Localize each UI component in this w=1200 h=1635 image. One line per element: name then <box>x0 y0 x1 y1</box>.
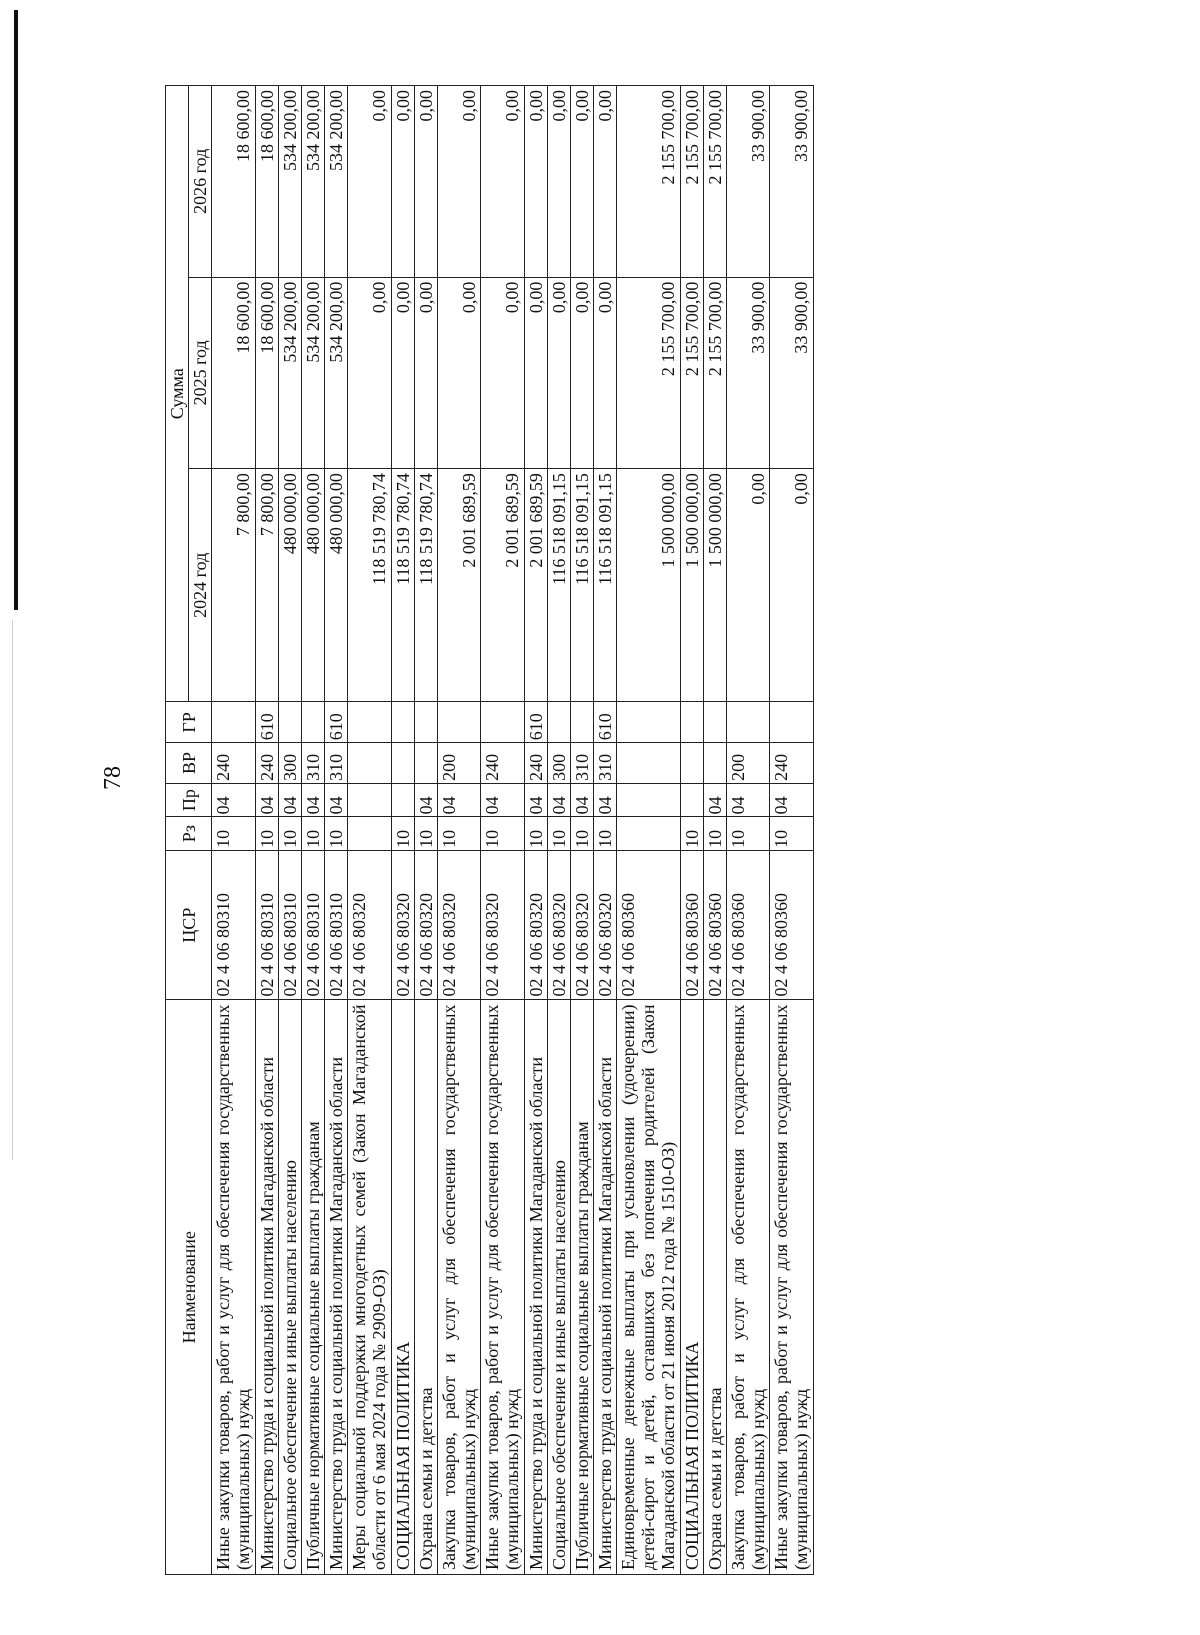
cell-y2025: 0,00 <box>414 277 437 469</box>
cell-y2024: 118 519 780,74 <box>348 469 391 702</box>
cell-y2025: 2 155 700,00 <box>703 277 726 469</box>
cell-csr: 02 4 06 80360 <box>680 850 703 1000</box>
cell-pr: 04 <box>481 783 524 817</box>
cell-gr <box>570 702 593 743</box>
cell-y2024: 0,00 <box>770 469 813 702</box>
cell-y2026: 0,00 <box>593 86 616 278</box>
cell-y2025: 0,00 <box>481 277 524 469</box>
cell-pr: 04 <box>703 783 726 817</box>
cell-pr: 04 <box>437 783 480 817</box>
cell-name: Министерство труда и социальной политики Магаданской области <box>593 1000 616 1575</box>
cell-csr: 02 4 06 80320 <box>414 850 437 1000</box>
cell-rz: 10 <box>547 817 570 851</box>
cell-y2025: 2 155 700,00 <box>617 277 680 469</box>
cell-gr: 610 <box>593 702 616 743</box>
cell-y2024: 116 518 091,15 <box>547 469 570 702</box>
cell-vr: 200 <box>726 743 769 784</box>
cell-vr: 310 <box>301 743 324 784</box>
cell-name: Министерство труда и социальной политики Магаданской области <box>524 1000 547 1575</box>
cell-vr <box>680 743 703 784</box>
binding-edge-mark <box>14 10 18 610</box>
cell-csr: 02 4 06 80310 <box>301 850 324 1000</box>
cell-name: Публичные нормативные социальные выплаты гражданам <box>301 1000 324 1575</box>
cell-y2024: 1 500 000,00 <box>703 469 726 702</box>
cell-vr: 310 <box>593 743 616 784</box>
cell-vr: 200 <box>437 743 480 784</box>
cell-gr: 610 <box>524 702 547 743</box>
table-row <box>255 86 278 1575</box>
cell-gr <box>278 702 301 743</box>
cell-name: Министерство труда и социальной политики Магаданской области <box>325 1000 348 1575</box>
table-row <box>414 86 437 1575</box>
cell-vr <box>391 743 414 784</box>
cell-y2026: 0,00 <box>348 86 391 278</box>
cell-rz: 10 <box>524 817 547 851</box>
cell-pr <box>617 783 680 817</box>
cell-y2025: 33 900,00 <box>770 277 813 469</box>
cell-y2025: 0,00 <box>437 277 480 469</box>
cell-csr: 02 4 06 80320 <box>524 850 547 1000</box>
cell-gr <box>348 702 391 743</box>
cell-pr <box>680 783 703 817</box>
cell-y2025: 0,00 <box>391 277 414 469</box>
table-body <box>212 86 813 1575</box>
cell-y2026: 18 600,00 <box>255 86 278 278</box>
header-row-1 <box>166 86 189 1575</box>
table-row <box>570 86 593 1575</box>
col-header-2026: 2026 год <box>189 86 212 278</box>
cell-csr: 02 4 06 80360 <box>770 850 813 1000</box>
table-row <box>547 86 570 1575</box>
cell-y2025: 534 200,00 <box>301 277 324 469</box>
cell-pr: 04 <box>726 783 769 817</box>
scan-edge-line <box>12 620 13 1160</box>
cell-y2025: 18 600,00 <box>255 277 278 469</box>
cell-name: Публичные нормативные социальные выплаты гражданам <box>570 1000 593 1575</box>
cell-gr: 610 <box>255 702 278 743</box>
cell-name: Единовременные денежные выплаты при усыновлении (удочерении) детей-сирот и детей, оставшихся без попечения родителей (Закон Магаданской области от 21 июня 2012 года № 1510-ОЗ) <box>617 1000 680 1575</box>
cell-csr: 02 4 06 80320 <box>391 850 414 1000</box>
cell-csr: 02 4 06 80360 <box>617 850 680 1000</box>
cell-y2024: 116 518 091,15 <box>570 469 593 702</box>
page-number: 78 <box>100 766 126 790</box>
cell-y2025: 534 200,00 <box>278 277 301 469</box>
cell-pr <box>348 783 391 817</box>
cell-y2024: 1 500 000,00 <box>680 469 703 702</box>
cell-csr: 02 4 06 80320 <box>437 850 480 1000</box>
col-header-vr: ВР <box>166 743 212 784</box>
cell-vr: 300 <box>278 743 301 784</box>
cell-name: Меры социальной поддержки многодетных семей (Закон Магаданской области от 6 мая 2024 года № 2909-ОЗ) <box>348 1000 391 1575</box>
cell-y2024: 118 519 780,74 <box>391 469 414 702</box>
cell-vr <box>703 743 726 784</box>
cell-y2024: 118 519 780,74 <box>414 469 437 702</box>
cell-gr <box>301 702 324 743</box>
cell-y2025: 0,00 <box>524 277 547 469</box>
cell-y2026: 2 155 700,00 <box>703 86 726 278</box>
cell-y2025: 0,00 <box>547 277 570 469</box>
cell-rz: 10 <box>325 817 348 851</box>
cell-gr <box>391 702 414 743</box>
cell-y2026: 2 155 700,00 <box>617 86 680 278</box>
cell-csr: 02 4 06 80360 <box>726 850 769 1000</box>
cell-gr <box>703 702 726 743</box>
cell-name: Социальное обеспечение и иные выплаты населению <box>547 1000 570 1575</box>
cell-y2024: 2 001 689,59 <box>481 469 524 702</box>
cell-y2026: 0,00 <box>414 86 437 278</box>
cell-rz: 10 <box>481 817 524 851</box>
cell-pr: 04 <box>212 783 255 817</box>
cell-y2024: 480 000,00 <box>278 469 301 702</box>
cell-y2026: 0,00 <box>524 86 547 278</box>
cell-gr <box>617 702 680 743</box>
cell-csr: 02 4 06 80320 <box>547 850 570 1000</box>
table-row <box>391 86 414 1575</box>
cell-gr: 610 <box>325 702 348 743</box>
cell-csr: 02 4 06 80320 <box>593 850 616 1000</box>
cell-name: Иные закупки товаров, работ и услуг для обеспечения государственных (муниципальных) нужд <box>770 1000 813 1575</box>
cell-y2025: 18 600,00 <box>212 277 255 469</box>
table-row <box>770 86 813 1575</box>
cell-rz: 10 <box>301 817 324 851</box>
cell-y2024: 0,00 <box>726 469 769 702</box>
cell-rz <box>348 817 391 851</box>
cell-csr: 02 4 06 80320 <box>348 850 391 1000</box>
cell-name: Социальное обеспечение и иные выплаты населению <box>278 1000 301 1575</box>
col-header-gr: ГР <box>166 702 212 743</box>
cell-pr: 04 <box>547 783 570 817</box>
cell-csr: 02 4 06 80310 <box>255 850 278 1000</box>
cell-y2026: 0,00 <box>391 86 414 278</box>
cell-vr: 310 <box>325 743 348 784</box>
cell-y2026: 534 200,00 <box>325 86 348 278</box>
col-header-csr: ЦСР <box>166 850 212 1000</box>
col-header-2024: 2024 год <box>189 469 212 702</box>
cell-y2024: 2 001 689,59 <box>437 469 480 702</box>
cell-pr: 04 <box>414 783 437 817</box>
cell-csr: 02 4 06 80310 <box>325 850 348 1000</box>
table-row <box>278 86 301 1575</box>
cell-name: СОЦИАЛЬНАЯ ПОЛИТИКА <box>391 1000 414 1575</box>
cell-y2025: 534 200,00 <box>325 277 348 469</box>
cell-csr: 02 4 06 80320 <box>481 850 524 1000</box>
cell-y2026: 33 900,00 <box>770 86 813 278</box>
cell-gr <box>770 702 813 743</box>
cell-y2026: 534 200,00 <box>301 86 324 278</box>
cell-y2026: 18 600,00 <box>212 86 255 278</box>
cell-rz: 10 <box>703 817 726 851</box>
cell-name: Закупка товаров, работ и услуг для обеспечения государственных (муниципальных) нужд <box>437 1000 480 1575</box>
cell-rz: 10 <box>414 817 437 851</box>
cell-y2026: 2 155 700,00 <box>680 86 703 278</box>
cell-name: Закупка товаров, работ и услуг для обеспечения государственных (муниципальных) нужд <box>726 1000 769 1575</box>
cell-rz: 10 <box>212 817 255 851</box>
cell-y2024: 480 000,00 <box>301 469 324 702</box>
table-row <box>212 86 255 1575</box>
cell-vr: 310 <box>570 743 593 784</box>
cell-pr <box>391 783 414 817</box>
cell-y2025: 33 900,00 <box>726 277 769 469</box>
cell-rz: 10 <box>437 817 480 851</box>
cell-rz: 10 <box>570 817 593 851</box>
cell-y2024: 480 000,00 <box>325 469 348 702</box>
cell-y2026: 0,00 <box>437 86 480 278</box>
cell-name: Охрана семьи и детства <box>414 1000 437 1575</box>
cell-y2026: 33 900,00 <box>726 86 769 278</box>
cell-y2024: 7 800,00 <box>255 469 278 702</box>
cell-y2024: 1 500 000,00 <box>617 469 680 702</box>
cell-gr <box>680 702 703 743</box>
col-header-pr: Пр <box>166 783 212 817</box>
cell-y2026: 0,00 <box>570 86 593 278</box>
cell-csr: 02 4 06 80310 <box>212 850 255 1000</box>
cell-pr: 04 <box>570 783 593 817</box>
table-row <box>481 86 524 1575</box>
cell-vr: 240 <box>770 743 813 784</box>
cell-vr: 240 <box>212 743 255 784</box>
cell-csr: 02 4 06 80320 <box>570 850 593 1000</box>
table-row <box>348 86 391 1575</box>
cell-vr <box>414 743 437 784</box>
cell-y2026: 0,00 <box>547 86 570 278</box>
cell-pr: 04 <box>325 783 348 817</box>
cell-pr: 04 <box>301 783 324 817</box>
budget-table <box>165 85 814 1575</box>
col-header-rz: Рз <box>166 817 212 851</box>
cell-name: СОЦИАЛЬНАЯ ПОЛИТИКА <box>680 1000 703 1575</box>
table-row <box>703 86 726 1575</box>
cell-y2026: 0,00 <box>481 86 524 278</box>
cell-y2025: 0,00 <box>348 277 391 469</box>
table-row <box>301 86 324 1575</box>
cell-csr: 02 4 06 80310 <box>278 850 301 1000</box>
cell-pr: 04 <box>278 783 301 817</box>
cell-vr: 240 <box>481 743 524 784</box>
cell-rz: 10 <box>680 817 703 851</box>
cell-rz: 10 <box>255 817 278 851</box>
budget-table-rotated <box>165 85 1090 1575</box>
cell-vr: 300 <box>547 743 570 784</box>
cell-rz <box>617 817 680 851</box>
cell-gr <box>726 702 769 743</box>
cell-rz: 10 <box>278 817 301 851</box>
cell-gr <box>547 702 570 743</box>
table-row <box>593 86 616 1575</box>
col-header-name: Наименование <box>166 1000 212 1575</box>
cell-name: Иные закупки товаров, работ и услуг для обеспечения государственных (муниципальных) нужд <box>481 1000 524 1575</box>
col-header-2025: 2025 год <box>189 277 212 469</box>
cell-y2025: 0,00 <box>570 277 593 469</box>
cell-gr <box>212 702 255 743</box>
cell-pr: 04 <box>255 783 278 817</box>
table-row <box>325 86 348 1575</box>
cell-y2024: 7 800,00 <box>212 469 255 702</box>
cell-name: Иные закупки товаров, работ и услуг для обеспечения государственных (муниципальных) нужд <box>212 1000 255 1575</box>
cell-rz: 10 <box>391 817 414 851</box>
cell-rz: 10 <box>593 817 616 851</box>
cell-y2025: 2 155 700,00 <box>680 277 703 469</box>
cell-gr <box>414 702 437 743</box>
cell-vr: 240 <box>255 743 278 784</box>
cell-y2025: 0,00 <box>593 277 616 469</box>
cell-csr: 02 4 06 80360 <box>703 850 726 1000</box>
table-row <box>726 86 769 1575</box>
table-row <box>437 86 480 1575</box>
cell-pr: 04 <box>593 783 616 817</box>
cell-vr: 240 <box>524 743 547 784</box>
cell-rz: 10 <box>726 817 769 851</box>
cell-name: Министерство труда и социальной политики Магаданской области <box>255 1000 278 1575</box>
table-row <box>617 86 680 1575</box>
cell-pr: 04 <box>770 783 813 817</box>
cell-y2026: 534 200,00 <box>278 86 301 278</box>
cell-rz: 10 <box>770 817 813 851</box>
table-row <box>680 86 703 1575</box>
cell-y2024: 2 001 689,59 <box>524 469 547 702</box>
cell-y2024: 116 518 091,15 <box>593 469 616 702</box>
table-header <box>166 86 212 1575</box>
cell-pr: 04 <box>524 783 547 817</box>
cell-vr <box>348 743 391 784</box>
cell-gr <box>481 702 524 743</box>
col-header-sum: Сумма <box>166 86 189 703</box>
table-row <box>524 86 547 1575</box>
cell-vr <box>617 743 680 784</box>
cell-gr <box>437 702 480 743</box>
cell-name: Охрана семьи и детства <box>703 1000 726 1575</box>
